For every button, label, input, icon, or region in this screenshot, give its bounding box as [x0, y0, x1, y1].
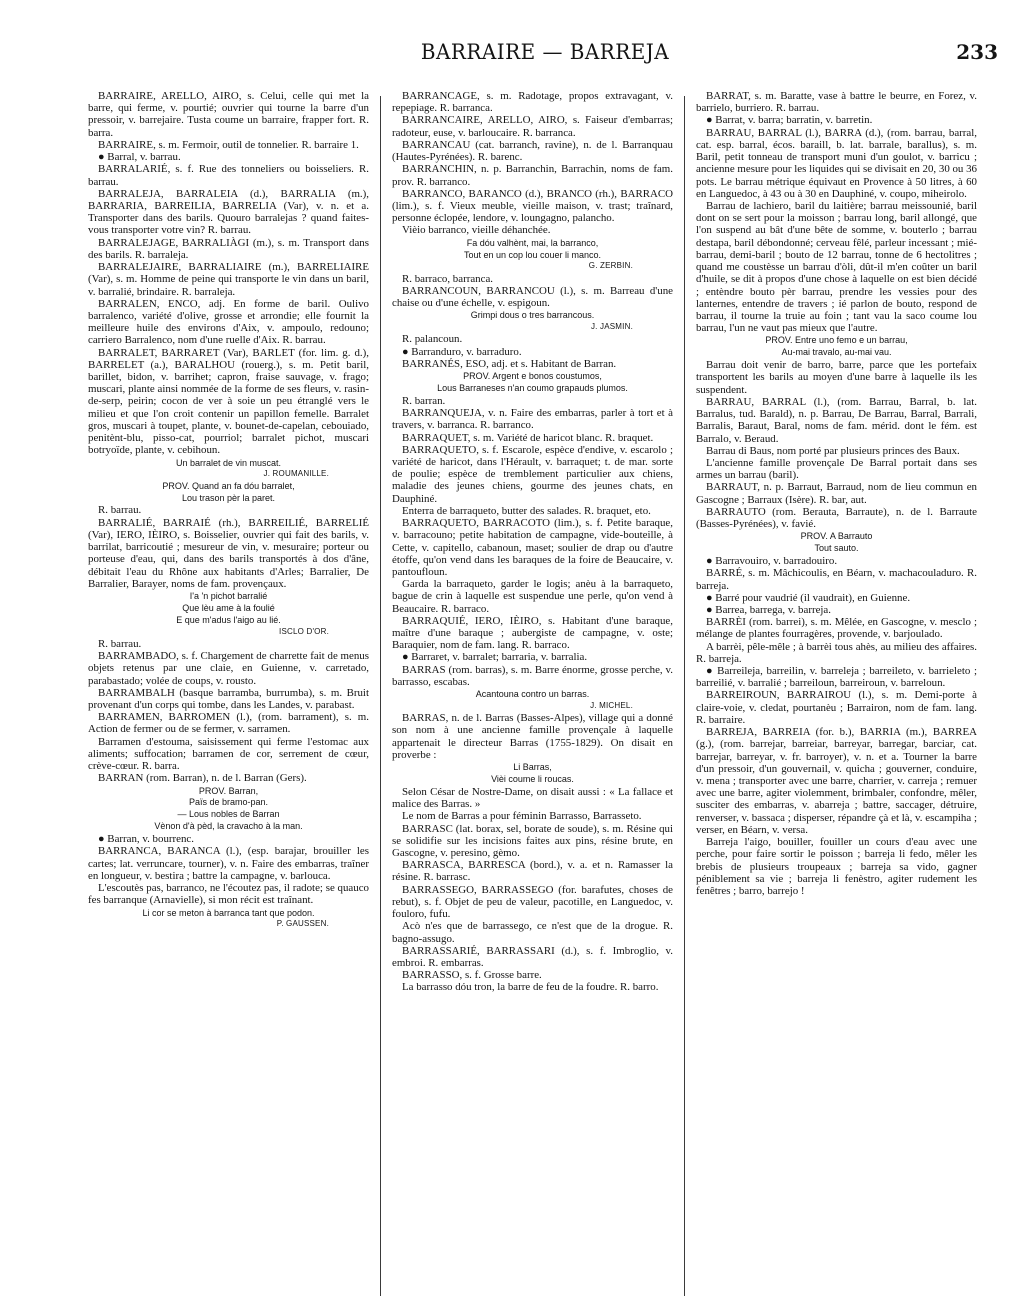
dictionary-entry: BARRASSEGO, BARRASSEGO (for. barafutes, choses de rebut), s. f. Objet de peu de valeur, pacotille, en Languedoc, v. fouloro, fufu. — [392, 883, 673, 921]
quoted-verse: Que lèu ame à la foulié — [182, 602, 275, 613]
quoted-verse: Lous Barraneses n'an coumo grapauds plumos. — [437, 382, 628, 393]
page-number: 233 — [956, 40, 998, 64]
author-attribution: G. ZERBIN. — [588, 261, 633, 271]
dictionary-entry: ● Barrat, v. barra; barratin, v. barretin. — [706, 114, 873, 127]
column-right — [696, 90, 977, 1310]
dictionary-entry: Selon César de Nostre-Dame, on disait aussi : « La fallace et malice des Barras. » — [392, 785, 673, 811]
dictionary-entry: BARRAIRE, ARELLO, AIRO, s. Celui, celle qui met la barre, qui ferme, v. pourtié; ouvrier qui tourne la barre d'un pressoir, v. barrejaire. Tusta coume un barraire, frapper fort. R. barra. — [88, 90, 369, 139]
dictionary-entry: ● Barré pour vaudrié (il vaudrait), en Guienne. — [706, 591, 911, 604]
author-attribution: J. MICHEL. — [590, 701, 633, 711]
quoted-verse: Un barralet de vin muscat. — [175, 457, 282, 468]
dictionary-entry: BARRANCOUN, BARRANCOU (l.), s. m. Barreau d'une chaise ou d'une échelle, v. espigoun. — [392, 284, 673, 310]
dictionary-entry: BARRAMBALH (basque barramba, burrumba), s. m. Bruit provenant d'un corps qui tombe, dans les Landes, v. parabast. — [88, 686, 369, 712]
quoted-verse: PROV. A Barrauto — [800, 531, 873, 542]
dictionary-entry: ● Barranduro, v. barraduro. — [402, 345, 522, 358]
dictionary-entry: BARRAIRE, s. m. Fermoir, outil de tonnelier. R. barraire 1. — [98, 138, 359, 151]
dictionary-entry: BARRALIÉ, BARRAIÉ (rh.), BARREILIÉ, BARRELIÉ (Var), IERO, IÈIRO, s. Boisselier, ouvrier qui fait des barils, v. barrilat, barricoutié ; mesureur de vin, v. mesuraire; porteur ou porteuse d'eau, qui, dans des barils transportés à dos d'âne, débitait l'eau du Rhône aux habitants d'Arles; Barralier, De Barralier, Barayer, noms de fam. provençaux. — [88, 516, 369, 590]
quoted-verse: I'a 'n pichot barralié — [189, 591, 268, 602]
dictionary-entry: BARRÉ, s. m. Mâchicoulis, en Béarn, v. machacouladuro. R. barreja. — [696, 567, 977, 592]
dictionary-entry: BARRAQUETO, BARRACOTO (lim.), s. f. Petite baraque, v. barracouno; petite habitation de campagne, vide-bouteille, à Cette, v. capitello, cabanoun, maset; soulier de drap ou d'autre étoffe, qu'on vend dans les baraques de la foire de Beaucaire, v. pantoufloun. — [392, 517, 673, 578]
quoted-verse: Lou trason pèr la paret. — [181, 492, 276, 503]
dictionary-entry: BARRAUT, n. p. Barraut, Barraud, nom de lieu commun en Gascogne ; Barraux (Isère). R. bar, aut. — [696, 481, 977, 506]
quoted-verse: Grimpi dous o tres barrancous. — [470, 310, 595, 321]
column-divider — [684, 96, 685, 1296]
dictionary-entry: Garda la barraqueto, garder le logis; anèu à la barraqueto, bague de crin à laquelle est suspendue une perle, qu'on vend à Beaucaire. R. barraco. — [392, 578, 673, 615]
running-header — [88, 40, 1002, 82]
quoted-verse: E que m'adus l'aigo au lié. — [176, 614, 281, 625]
author-attribution: P. GAUSSEN. — [276, 919, 329, 929]
quoted-verse: Li Barras, — [513, 762, 552, 773]
quoted-verse: Tout sauto. — [814, 543, 859, 554]
dictionary-entry: Barramen d'estouma, saisissement qui ferme l'estomac aux aliments; suffocation; barramen de cor, serrement de cœur, crève-cœur. R. barra. — [88, 735, 369, 773]
dictionary-entry: BARRAS (rom. barras), s. m. Barre énorme, grosse perche, v. barrasso, escabas. — [392, 663, 673, 688]
dictionary-entry: R. barraco, barranca. — [402, 272, 494, 285]
quoted-verse: PROV. Argent e bonos coustumos, — [463, 371, 602, 382]
dictionary-entry: R. palancoun. — [402, 333, 463, 346]
dictionary-entry: Acò n'es que de barrassego, ce n'est que de la drogue. R. bagno-assugo. — [392, 920, 673, 945]
quoted-verse: Au-mai travalo, au-mai vau. — [781, 347, 892, 358]
dictionary-entry: BARRAQUET, s. m. Variété de haricot blanc. R. braquet. — [402, 431, 654, 444]
dictionary-entry: BARRAMEN, BARROMEN (l.), (rom. barrament), s. m. Action de fermer ou de se fermer, v. sarramen. — [88, 711, 369, 736]
dictionary-entry: Barrau doit venir de barro, barre, parce que les portefaix transportent les barils au moyen d'une barre à laquelle ils les suspendent. — [696, 359, 977, 396]
dictionary-entry: BARRALEJA, BARRALEIA (d.), BARRALIA (m.), BARRARIA, BARREILIA, BARRELIA (Var), v. n. et a. Transporter dans des barils. Quouro barralejas ? quand faites-vous transporter votre vin? R. barrau. — [88, 187, 369, 237]
dictionary-entry: BARRAU, BARRAL (l.), (rom. Barrau, Barral, b. lat. Barralus, tud. Barald), n. p. Barrau, De Barrau, Barral, Barrali, Barralis, Baraut, Baral, noms de fam. mérid. dont le fém. est Barralo, v. Beraud. — [696, 395, 977, 445]
dictionary-entry: Enterra de barraqueto, butter des salades. R. braquet, eto. — [402, 504, 651, 517]
dictionary-entry: La barrasso dóu tron, la barre de feu de la foudre. R. barro. — [402, 981, 659, 994]
column-left — [88, 90, 369, 1310]
dictionary-entry: BARRASC (lat. borax, sel, borate de soude), s. m. Résine qui se solidifie sur les incisions faites aux pins, résine brute, en Gascogne, v. peresino, gèmo. — [392, 822, 673, 860]
dictionary-entry: BARRAN (rom. Barran), n. de l. Barran (Gers). — [98, 772, 307, 785]
dictionary-entry: L'ancienne famille provençale De Barral portait dans ses armes un barrau (baril). — [696, 456, 977, 482]
dictionary-entry: ● Barraret, v. barralet; barraria, v. barralia. — [402, 651, 588, 664]
quoted-verse: Vièi coume li roucas. — [491, 774, 574, 785]
dictionary-entry: BARRAQUIÉ, IERO, IÈIRO, s. Habitant d'une baraque, maître d'une baraque ; aubergiste de campagne, v. oste; Baraquier, nom de fam. lang. R. barraco. — [392, 614, 673, 652]
quoted-verse: PROV. Barran, — [198, 785, 259, 796]
dictionary-entry: BARRANCO, BARANCO (d.), BRANCO (rh.), BARRACO (lim.), s. f. Vieux meuble, vieille maison, v. trast; traînard, personne éclopée, lendore, v. loungagno, palancho. — [392, 187, 673, 225]
dictionary-entry: BARRASSARIÉ, BARRASSARI (d.), s. f. Imbroglio, v. embroi. R. embarras. — [392, 944, 673, 969]
dictionary-entry: BARRANCA, BARANCA (l.), (esp. barajar, brouiller les cartes; lat. verruncare, tourner), v. n. Faire des embarras, traîner en longueur, v. bestira ; battre la campagne, v. barlouca. — [88, 845, 369, 882]
dictionary-entry: BARRANCHIN, n. p. Barranchin, Barrachin, noms de fam. prov. R. barranco. — [392, 163, 673, 188]
dictionary-entry: ● Barral, v. barrau. — [98, 151, 181, 164]
dictionary-entry: BARRALEJAIRE, BARRALIAIRE (m.), BARRELIAIRE (Var), s. m. Homme de peine qui transporte le vin dans un baril, v. barralié, brindaire. R. barraleja. — [88, 261, 369, 298]
dictionary-entry: R. barran. — [402, 394, 446, 407]
dictionary-entry: BARRASCA, BARRESCA (bord.), v. a. et n. Ramasser la résine. R. barrasc. — [392, 859, 673, 884]
dictionary-entry: R. barrau. — [98, 637, 142, 650]
column-middle — [392, 90, 673, 1310]
dictionary-entry: BARRANCAGE, s. m. Radotage, propos extravagant, v. repepiage. R. barranca. — [392, 90, 673, 115]
dictionary-entry: BARRANQUEJA, v. n. Faire des embarras, parler à tort et à travers, v. barranca. R. barranco. — [392, 407, 673, 432]
dictionary-entry: BARRALARIÉ, s. f. Rue des tonneliers ou boisseliers. R. barrau. — [88, 163, 369, 188]
dictionary-entry: BARRAQUETO, s. f. Escarole, espèce d'endive, v. escarolo ; variété de haricot, dans l'Hérault, v. barraquet; t. de mar. sorte de poulie; espèce de tremblement particulier aux chiens, maladie des jeunes chiens, gourme des jeunes chats, en Dauphiné. — [392, 443, 673, 505]
author-attribution: J. ROUMANILLE. — [263, 469, 329, 479]
dictionary-entry: BARRANÉS, ESO, adj. et s. Habitant de Barran. — [402, 357, 617, 370]
quoted-verse: — Lous nobles de Barran — [177, 809, 280, 820]
dictionary-entry: BARRAUTO (rom. Berauta, Barraute), n. de l. Barraute (Basses-Pyrénées), v. favié. — [696, 505, 977, 531]
dictionary-entry: Barrau di Baus, nom porté par plusieurs princes des Baux. — [706, 444, 960, 457]
dictionary-entry: Barreja l'aigo, bouiller, fouiller un cours d'eau avec une perche, pour faire sortir le poisson ; barreja li fedo, mêler les brebis de plusieurs troupeaux ; barreja sa vido, gagner péniblement sa vie ; barreja li fenèstro, agiter rudement les fenêtres ; barro, barrejo ! — [696, 836, 977, 897]
dictionary-entry: L'escoutès pas, barranco, ne l'écoutez pas, il radote; se quauco fes barranque (Arnavielle), si mon récit est traînant. — [88, 882, 369, 907]
dictionary-entry: Barrau de lachiero, baril du laitière; barrau meissounié, baril dont on se sert pour la moisson ; barrau long, baril allongé, que l'on suspend au bât d'une bête de somme, v. bouterlo ; barrau destapa, baril débondonné; cerveau fêlé, parleur incessant ; mié-barrau, demi-baril ; bouto de 12 barrau, tonne de 6 hectolitres ; quand me coustèsse un barrau d'òli, dût-il m'en coûter un baril d'huile, se dit à propos d'une chose à laquelle on est bien décidé ; entèndre bouto pèr barrau, prendre les vessies pour des lanternes, entendre de travers ; ié parlon de bouto, respond de barrau, il tourne la truie au foin ; tant vau la saco coume lou barrau, l'un ne vaut pas mieux que l'autre. — [696, 199, 977, 335]
dictionary-entry: BARRALET, BARRARET (Var), BARLET (for. lim. g. d.), BARRELET (a.), BARALHOU (rouerg.), s. m. Petit baril, barillet, bidon, v. barrihet; capron, fraise sauvage, v. frago; muscari, plante ainsi nommée de la forme de ses fleurs, v. rasin-de-serp, peirin; cocon de ver à soie un peu étranglé vers le milieu et que l'on croit contenir un papillon femelle. Barralet gros, muscari à toupet, plante, v. bounet-de-capelan, cebouiado, penitènt-blu, pisso-cat, pourriol; barralet pichot, muscari botryoïde, plante, v. cebihoun. — [88, 346, 369, 457]
dictionary-entry: BARREIROUN, BARRAIROU (l.), s. m. Demi-porte à claire-voie, v. cledat, pourtanèu ; Barrairon, nom de fam. lang. R. barraire. — [696, 689, 977, 726]
dictionary-entry: BARRAT, s. m. Baratte, vase à battre le beurre, en Forez, v. barrielo, burriero. R. barrau. — [696, 90, 977, 115]
dictionary-entry: R. barrau. — [98, 504, 142, 517]
quoted-verse: PROV. Entre uno femo e un barrau, — [765, 335, 908, 346]
dictionary-entry: Vièio barranco, vieille déhanchée. — [402, 224, 551, 237]
dictionary-entry: BARRASSO, s. f. Grosse barre. — [402, 969, 542, 982]
quoted-verse: Acantouna contro un barras. — [475, 689, 590, 700]
dictionary-entry: BARRALEJAGE, BARRALIÀGI (m.), s. m. Transport dans des barils. R. barraleja. — [88, 236, 369, 261]
quoted-verse: Tout en un cop lou couer li manco. — [463, 249, 602, 260]
text-columns — [88, 90, 1002, 1310]
quoted-verse: Païs de bramo-pan. — [188, 797, 269, 808]
dictionary-entry: BARRANCAIRE, ARELLO, AIRO, s. Faiseur d'embarras; radoteur, euse, v. barloucaire. R. barranca. — [392, 114, 673, 139]
running-title: BARRAIRE — BARREJA — [420, 40, 670, 64]
dictionary-entry: ● Barravouiro, v. barradouiro. — [706, 555, 838, 568]
dictionary-entry: BARRANCAU (cat. barranch, ravine), n. de l. Barranquau (Hautes-Pyrénées). R. barenc. — [392, 138, 673, 164]
quoted-verse: Vènon d'à pèd, la cravacho à la man. — [154, 821, 303, 832]
dictionary-entry: BARRÈI (rom. barrei), s. m. Mêlée, en Gascogne, v. mesclo ; mélange de plantes fourragères, provende, v. barjoulado. — [696, 616, 977, 641]
dictionary-entry: Le nom de Barras a pour féminin Barrasso, Barrasseto. — [402, 810, 642, 823]
quoted-verse: Li cor se meton à barranca tant que podon. — [142, 907, 315, 918]
dictionary-entry: BARRAS, n. de l. Barras (Basses-Alpes), village qui a donné son nom à une ancienne famille provençale à laquelle appartenait le directeur Barras (1755-1829). On disait en proverbe : — [392, 712, 673, 761]
dictionary-entry: ● Barrea, barrega, v. barreja. — [706, 603, 831, 616]
dictionary-entry: ● Barreileja, barreilin, v. barreleja ; barreileto, v. barrieleto ; barreilié, v. barralié ; barreiloun, barreiroun, v. barreloun. — [696, 665, 977, 690]
author-attribution: ISCLO D'OR. — [279, 626, 329, 636]
quoted-verse: Fa dóu valhènt, mai, la barranco, — [466, 237, 599, 248]
author-attribution: J. JASMIN. — [590, 322, 633, 332]
quoted-verse: PROV. Quand an fa dóu barralet, — [162, 480, 295, 491]
dictionary-entry: BARRAMBADO, s. f. Chargement de charrette fait de menus objets retenus par une claie, en Guienne, v. carretado, parabastado; volée de coups, v. rousto. — [88, 650, 369, 687]
dictionary-entry: BARRALEN, ENCO, adj. En forme de baril. Oulivo barralenco, variété d'olive, grosse et arrondie; elle fournit la meilleure huile des environs d'Aix, v. ampoulo, redouno; carriero Barralenco, nom d'une ruelle d'Aix. R. barrau. — [88, 297, 369, 347]
dictionary-entry: A barrèi, pêle-mêle ; à barrèi tous ahès, au milieu des affaires. R. barreja. — [696, 640, 977, 665]
column-divider — [380, 96, 381, 1296]
dictionary-entry: BARRAU, BARRAL (l.), BARRA (d.), (rom. barrau, barral, cat. esp. barral, écos. baraill, b. lat. barrale, barallus), s. m. Baril, petit tonneau de transport muni d'un goulot, v. barricu ; ancienne mesure pour les liquides qui se divisait en 20, 30 ou 36 pots. Le barrau métrique équivaut en Provence à 50 litres, à 60 en Languedoc, à 43 ou à 30 en Dauphiné, v. coupo, miheirolo. — [696, 126, 977, 200]
dictionary-entry: ● Barran, v. bourrenc. — [98, 833, 194, 846]
dictionary-entry: BARREJA, BARREIA (for. b.), BARRIA (m.), BARREA (g.), (rom. barrejar, barreiar, barreyar, barregar, barciar, cat. barrejar, barreyar, v. fr. barroyer), v. n. et a. Tourner la barre d'un pressoir, d'un gouvernail, v. quicha ; gouverner, conduire, v. mena ; transporter avec une barre, charrier, v. carreja ; remuer avec une barre, agiter violemment, brimbaler, confondre, mêler, susciter des embarras, v. abarreja ; battre, saccager, détruire, renverser, v. bassaca ; disperser, répandre çà et là, v. escampiha ; verser, en Béarn, v. versa. — [696, 726, 977, 836]
